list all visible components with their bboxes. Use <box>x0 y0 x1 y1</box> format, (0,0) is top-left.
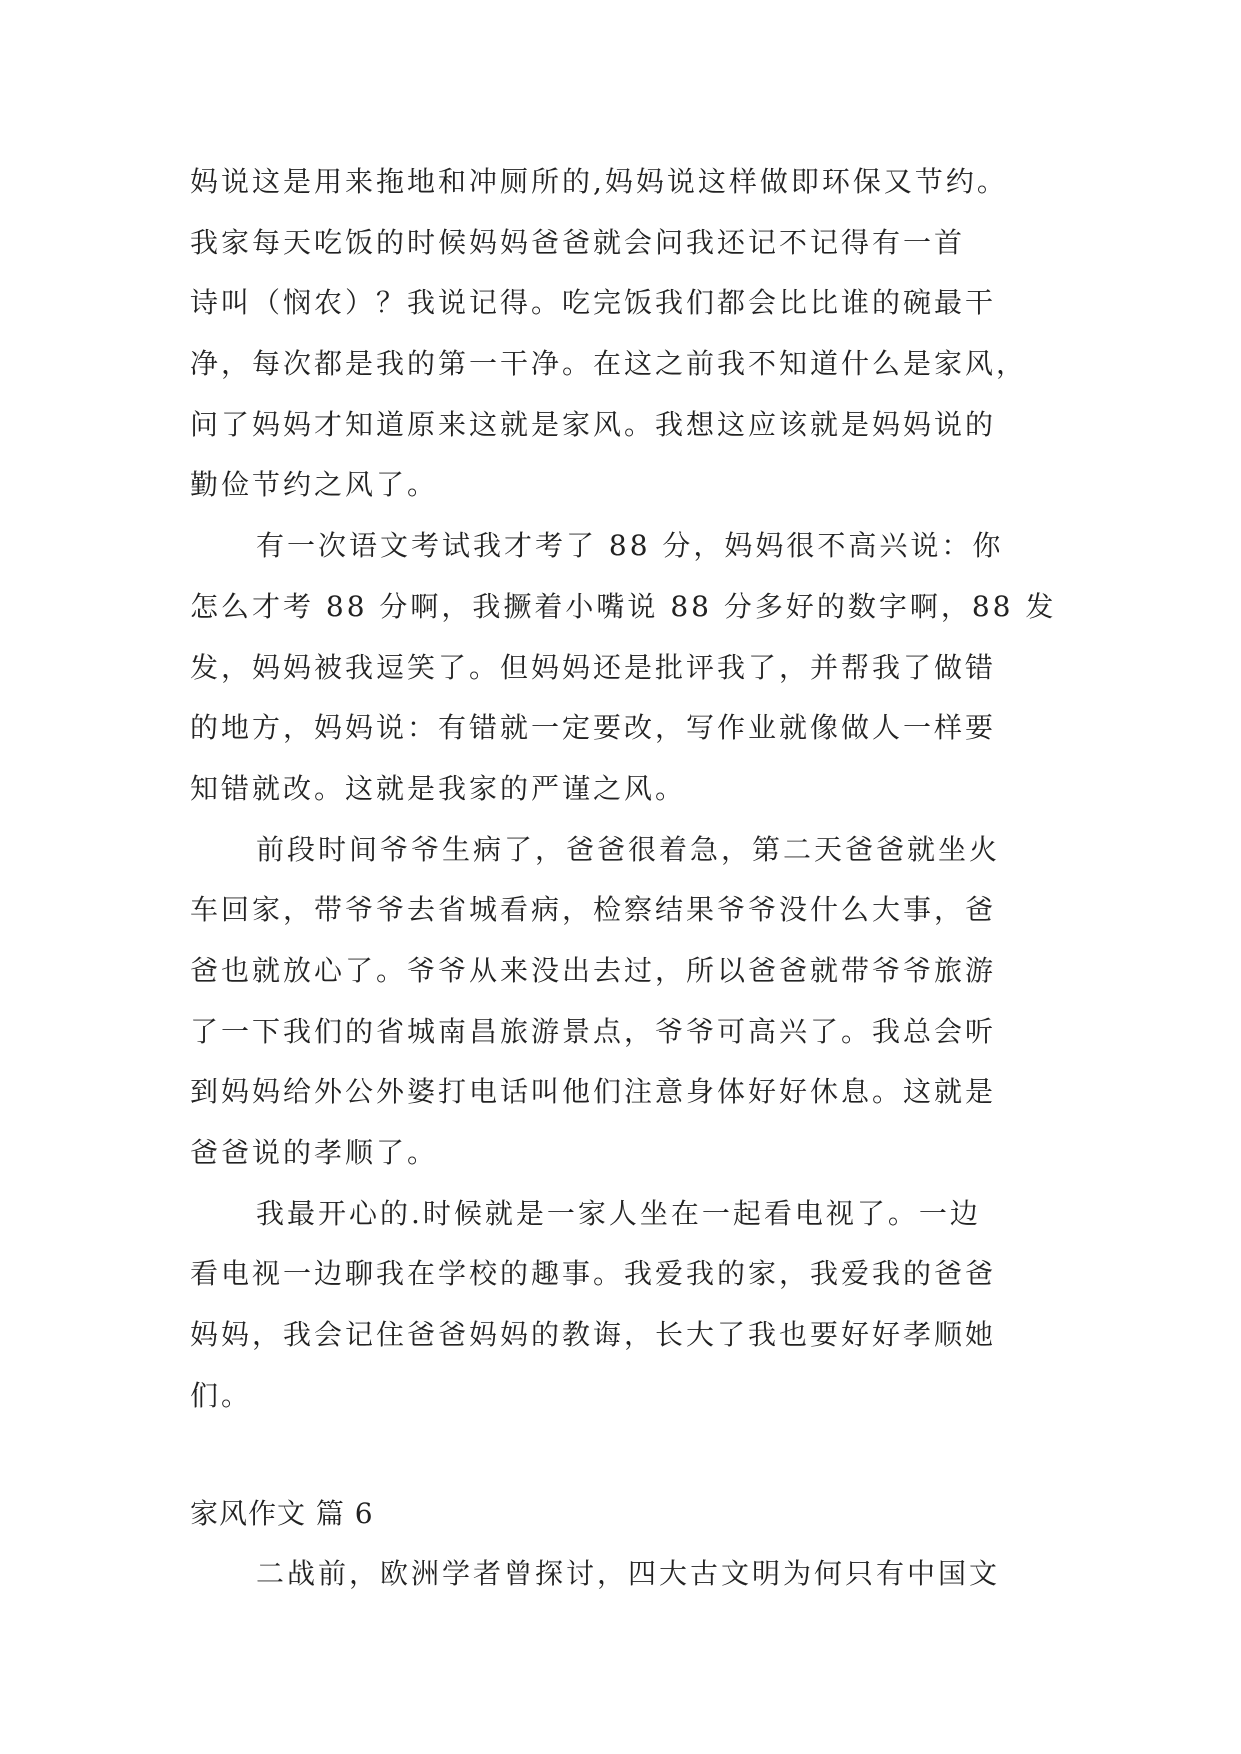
paragraph-1 <box>190 152 1070 516</box>
paragraph-4 <box>190 1184 1070 1427</box>
text-line: 有一次语文考试我才考了 88 分，妈妈很不高兴说：你 <box>256 529 1004 563</box>
text-line: 净，每次都是我的第一干净。在这之前我不知道什么是家风， <box>190 347 1028 381</box>
text-line: 爸爸说的孝顺了。 <box>190 1136 439 1169</box>
text-line: 爸也就放心了。爷爷从来没出去过，所以爸爸就带爷爷旅游 <box>190 953 997 987</box>
text-line: 看电视一边聊我在学校的趣事。我爱我的家，我爱我的爸爸 <box>190 1257 997 1291</box>
text-line: 问了妈妈才知道原来这就是家风。我想这应该就是妈妈说的 <box>190 407 997 441</box>
text-line: 我家每天吃饭的时候妈妈爸爸就会问我还记不记得有一首 <box>190 225 966 259</box>
text-line: 我最开心的.时候就是一家人坐在一起看电视了。一边 <box>256 1196 981 1230</box>
document-body <box>190 152 1070 1605</box>
text-line: 了一下我们的省城南昌旅游景点，爷爷可高兴了。我总会听 <box>190 1014 997 1048</box>
paragraph-2 <box>190 516 1070 819</box>
section-heading: 家风作文 篇 6 <box>190 1497 374 1531</box>
text-line: 的地方，妈妈说：有错就一定要改，写作业就像做人一样要 <box>190 711 997 745</box>
text-line: 到妈妈给外公外婆打电话叫他们注意身体好好休息。这就是 <box>190 1075 997 1109</box>
text-line: 知错就改。这就是我家的严谨之风。 <box>190 771 687 805</box>
text-line: 们。 <box>190 1378 253 1412</box>
section-paragraph <box>190 1544 1070 1605</box>
text-line: 妈妈，我会记住爸爸妈妈的教诲，长大了我也要好好孝顺她 <box>190 1318 997 1352</box>
text-line: 勤俭节约之风了。 <box>190 468 439 502</box>
text-line: 发，妈妈被我逗笑了。但妈妈还是批评我了，并帮我了做错 <box>190 650 997 684</box>
text-line: 二战前，欧洲学者曾探讨，四大古文明为何只有中国文 <box>256 1557 1001 1591</box>
text-line: 诗叫（悯农）？我说记得。吃完饭我们都会比比谁的碗最干 <box>190 286 997 320</box>
paragraph-3 <box>190 820 1070 1184</box>
text-line: 怎么才考 88 分啊，我撅着小嘴说 88 分多好的数字啊，88 发 <box>190 589 1057 623</box>
text-line: 前段时间爷爷生病了，爸爸很着急，第二天爸爸就坐火 <box>256 832 1001 866</box>
text-line: 妈说这是用来拖地和冲厕所的,妈妈说这样做即环保又节约。 <box>190 165 1008 198</box>
text-line: 车回家，带爷爷去省城看病，检察结果爷爷没什么大事，爸 <box>190 893 997 927</box>
